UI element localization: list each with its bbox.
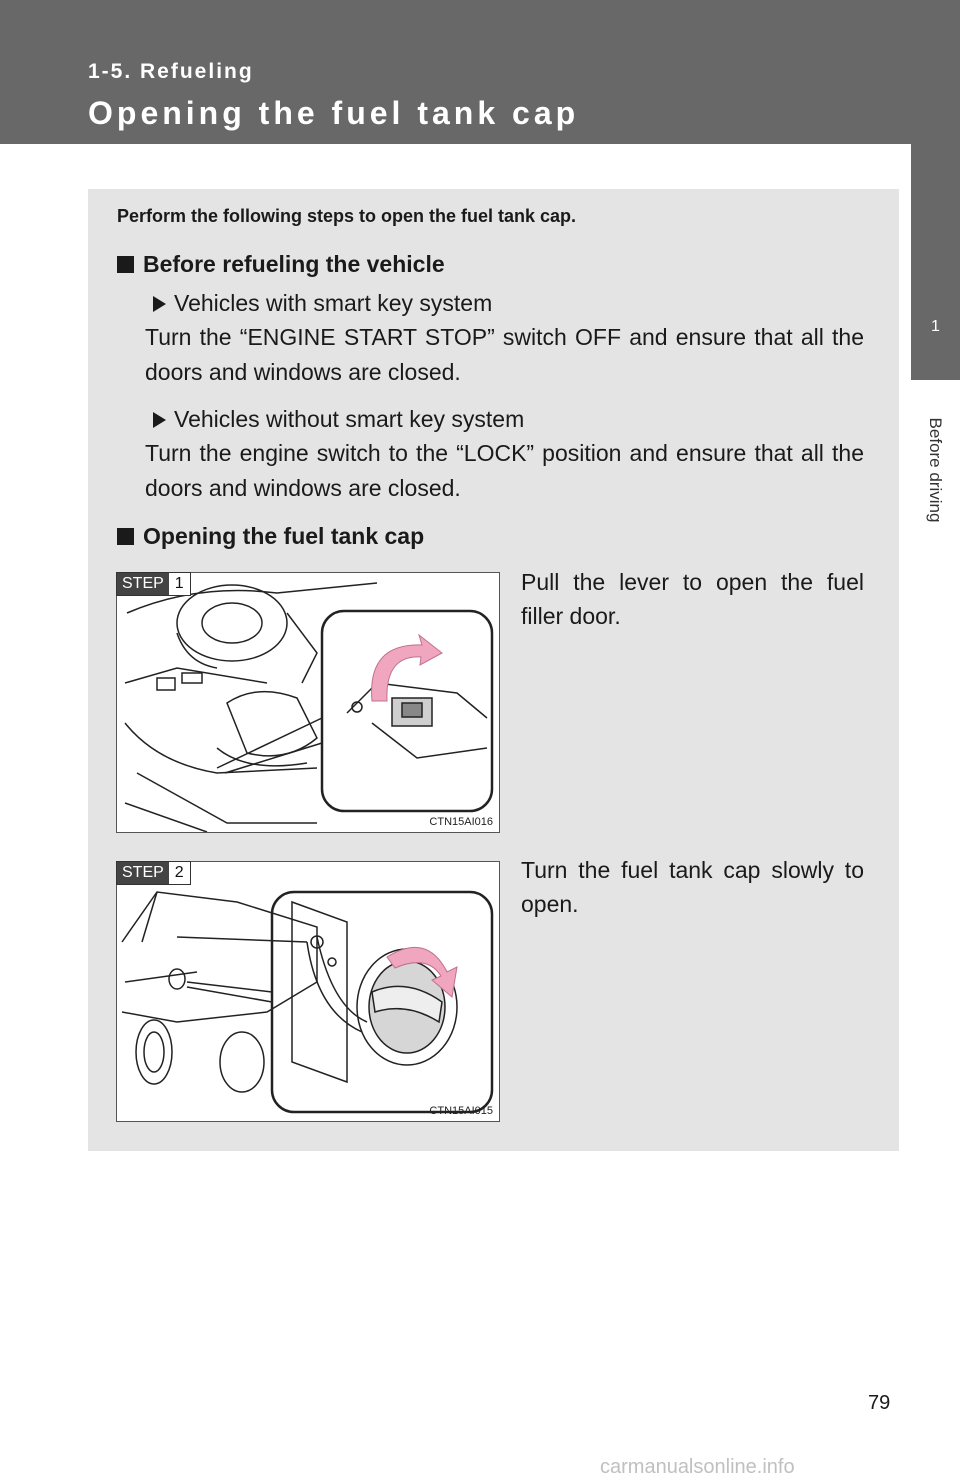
square-bullet-icon — [117, 528, 134, 545]
figure-code: CTN15AI016 — [429, 816, 493, 828]
square-bullet-icon — [117, 256, 134, 273]
chapter-tab[interactable] — [911, 144, 960, 380]
step-2-text: Turn the fuel tank cap slowly to open. — [521, 857, 864, 917]
bullet-smart-key: Vehicles with smart key system — [145, 290, 492, 317]
step-badge-2: STEP 2 — [116, 861, 191, 885]
figure-step-1 — [116, 572, 500, 833]
page-number: 79 — [868, 1392, 891, 1414]
subheading-opening-cap: Opening the fuel tank cap — [117, 523, 424, 550]
chapter-tab-number: 1 — [931, 318, 940, 335]
figure-code: CTN15AI015 — [429, 1105, 493, 1117]
no-smart-key-instructions: Turn the engine switch to the “LOCK” position and ensure that all the doors and windows are closed. — [145, 440, 864, 501]
figure-step-2 — [116, 861, 500, 1122]
fuel-cap-illustration — [117, 862, 499, 1121]
page-header — [0, 0, 960, 144]
page-title: Opening the fuel tank cap — [88, 95, 580, 131]
step-1-text: Pull the lever to open the fuel filler door. — [521, 569, 864, 629]
step-badge-1: STEP 1 — [116, 572, 191, 596]
triangle-arrow-icon — [153, 296, 166, 312]
section-label: 1-5. Refueling — [88, 60, 254, 83]
watermark: carmanualsonline.info — [600, 1456, 795, 1478]
intro-text: Perform the following steps to open the fuel tank cap. — [117, 206, 577, 226]
chapter-tab-label: Before driving — [926, 417, 945, 523]
smart-key-instructions: Turn the “ENGINE START STOP” switch OFF and ensure that all the doors and windows are closed. — [145, 324, 864, 385]
triangle-arrow-icon — [153, 412, 166, 428]
bullet-no-smart-key: Vehicles without smart key system — [145, 406, 524, 433]
fuel-door-lever-illustration — [117, 573, 499, 832]
subheading-before-refueling: Before refueling the vehicle — [117, 251, 445, 278]
